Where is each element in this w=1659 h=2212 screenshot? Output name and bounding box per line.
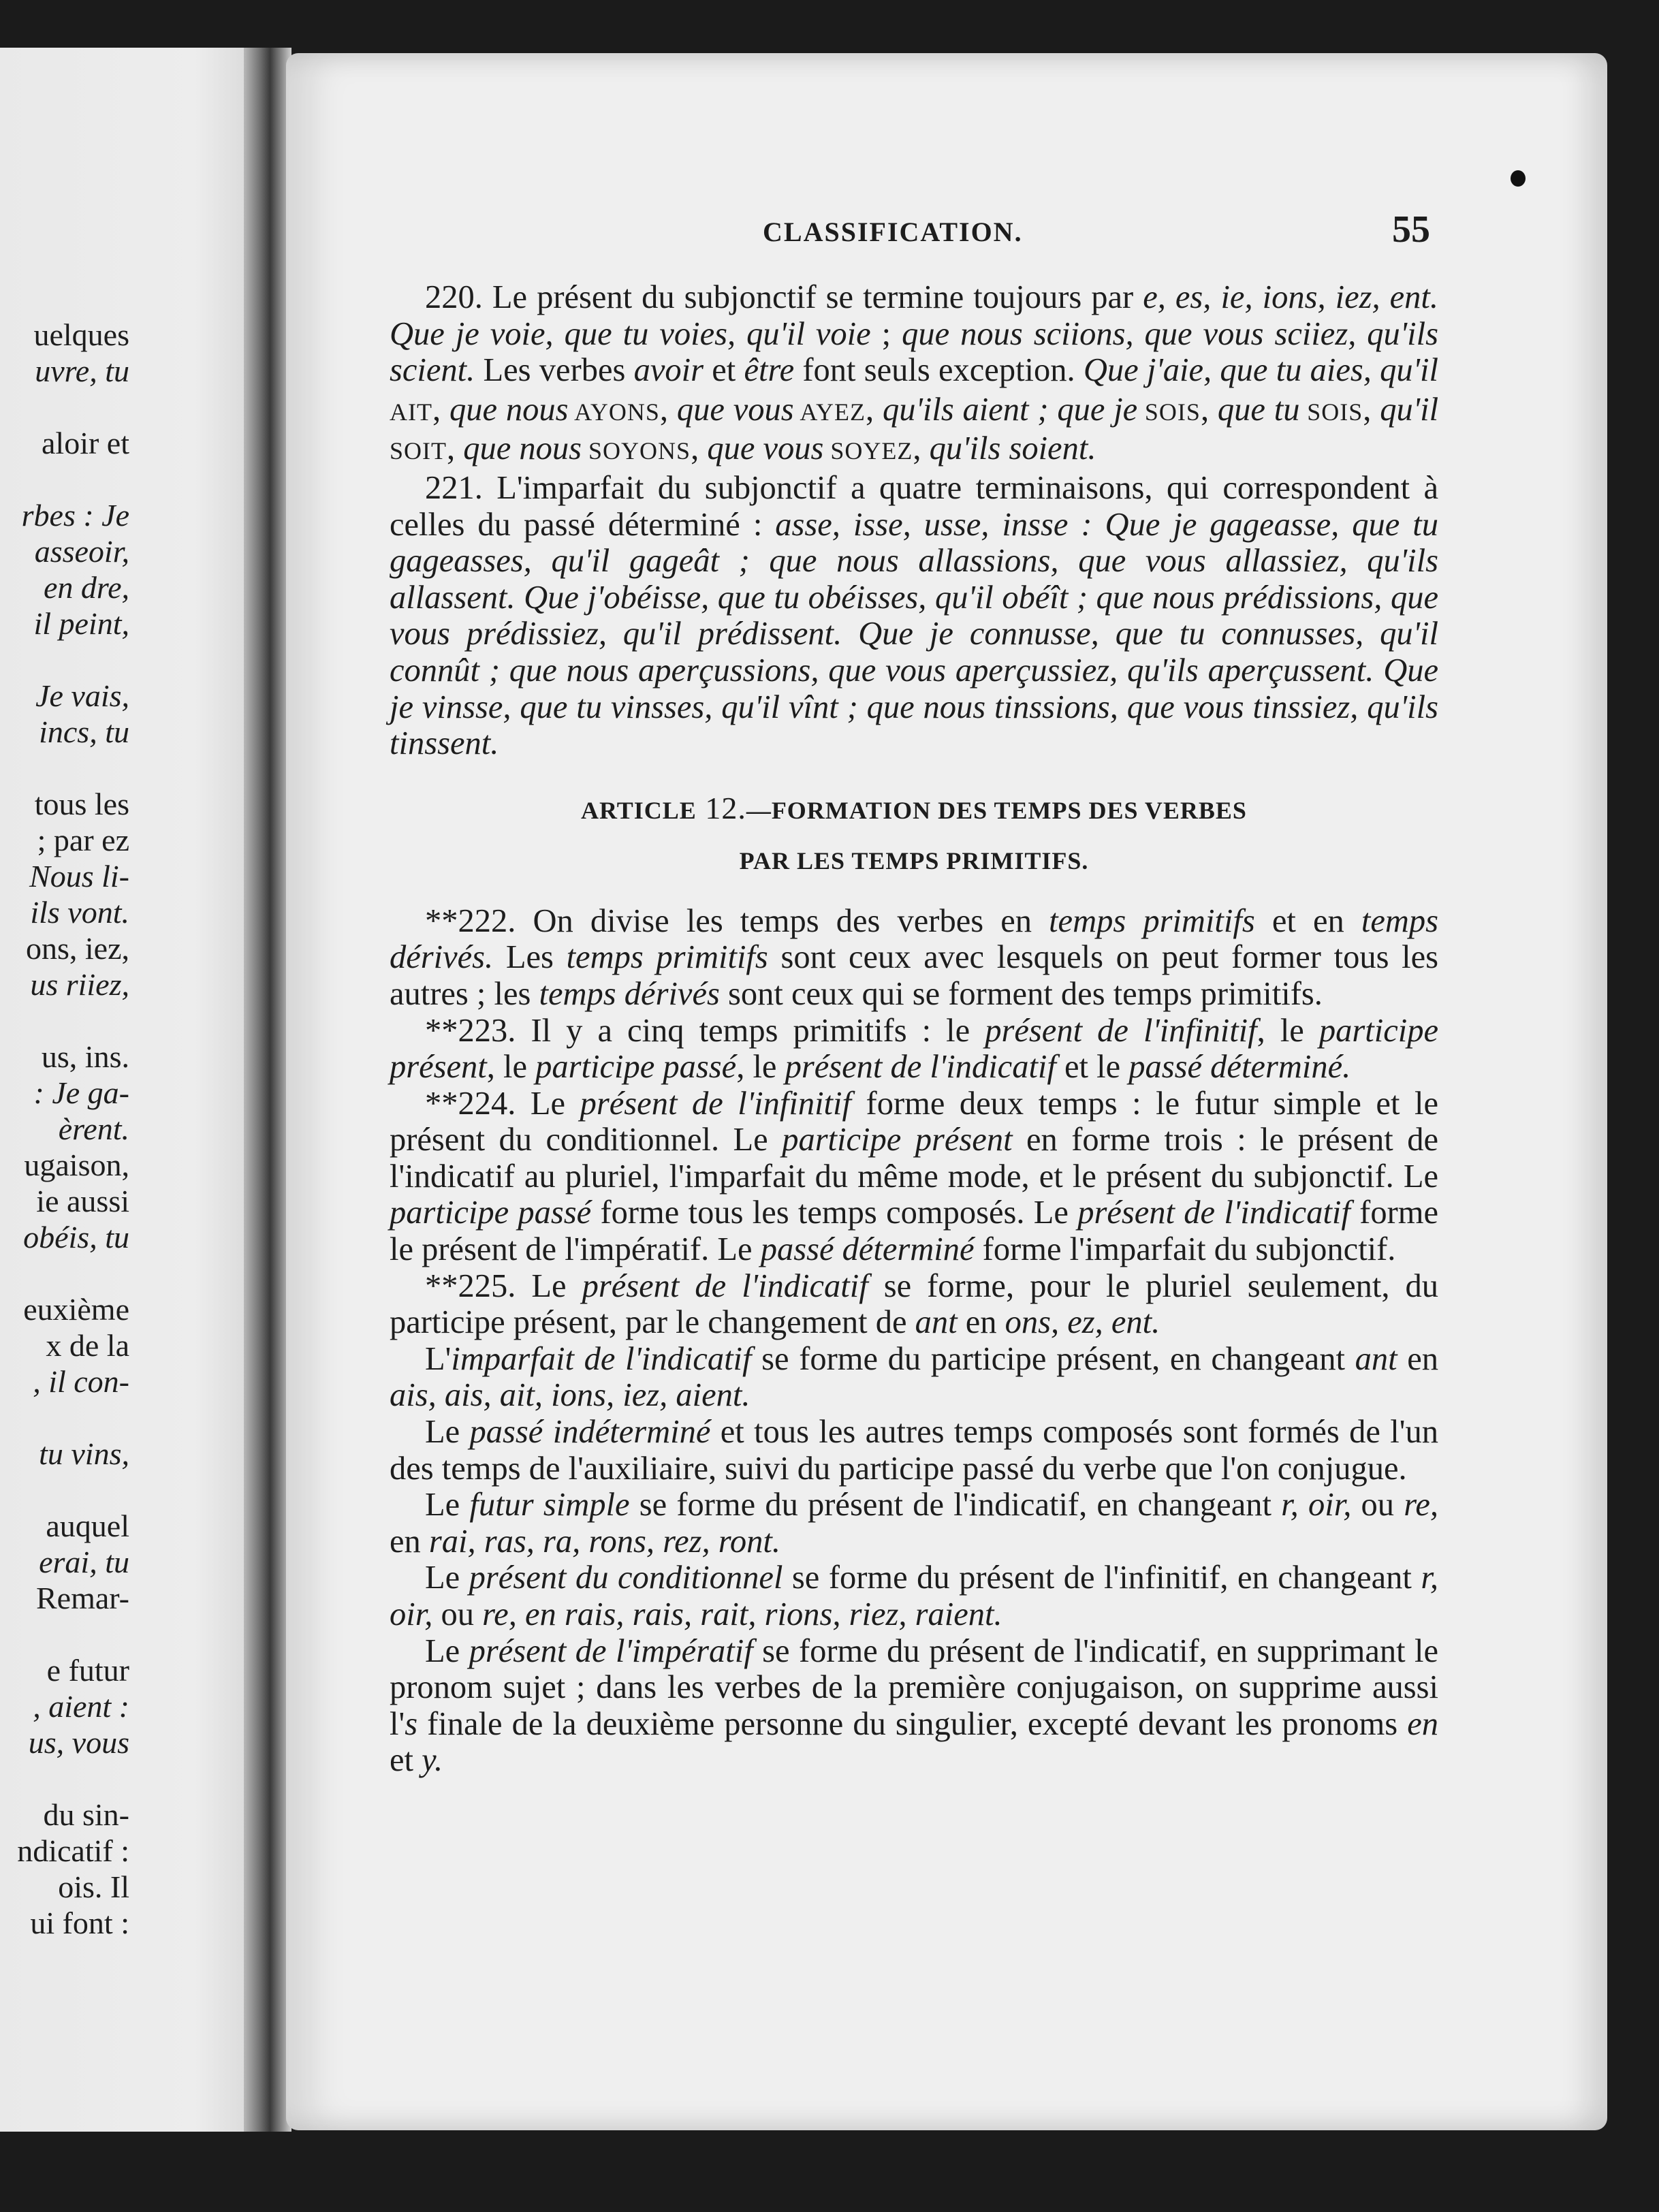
italic-run: passé déterminé. xyxy=(1128,1049,1351,1086)
italic-run: e, es, ie, ions, iez, ent. Que je voie, que tu voies, qu'il voie xyxy=(390,279,1438,352)
italic-run: que vous xyxy=(707,430,824,467)
italic-run: que nous xyxy=(463,430,582,467)
previous-page-line: us, vous xyxy=(28,1725,129,1760)
small-caps-run: AIT xyxy=(390,398,432,426)
text-run: , xyxy=(691,430,708,467)
paragraph-number: **223. xyxy=(425,1012,516,1049)
previous-page-line: incs, tu xyxy=(39,714,129,749)
previous-page-line: tu vins, xyxy=(39,1436,129,1471)
article-title xyxy=(390,788,1438,831)
previous-page-line: asseoir, xyxy=(34,534,129,569)
previous-page-line: ugaison, xyxy=(24,1148,129,1182)
paragraph-number: **222. xyxy=(425,902,516,939)
italic-run: rai, ras, ra, rons, rez, ront. xyxy=(428,1523,780,1560)
italic-run: qu'ils aient ; que je xyxy=(883,391,1138,428)
italic-run: temps dérivés. xyxy=(390,902,1438,976)
text-run: finale de la deuxième personne du singulier, excepté devant les pronoms xyxy=(417,1705,1408,1742)
text-run: Le xyxy=(425,1560,469,1596)
italic-run: que nous sciions, que vous sciiez, qu'ils scient. xyxy=(390,315,1438,389)
previous-page-line: ndicatif : xyxy=(17,1833,129,1868)
previous-page-line xyxy=(0,1616,129,1652)
italic-run: avoir xyxy=(633,352,704,389)
text-run: Le xyxy=(425,1414,470,1451)
text-run: Le xyxy=(516,1085,580,1122)
previous-page xyxy=(0,48,279,2132)
text-run: , xyxy=(1363,391,1380,428)
previous-page-line: ui font : xyxy=(30,1906,129,1940)
small-caps-run: SOYEZ xyxy=(823,437,913,465)
text-run: Le xyxy=(425,1487,470,1523)
text-run: et en xyxy=(1254,902,1361,939)
previous-page-line: x de la xyxy=(46,1328,129,1363)
page-body xyxy=(390,279,1438,1779)
previous-page-line: : Je ga- xyxy=(33,1075,129,1110)
text-run: se forme, pour le pluriel seulement, du participe présent, par le changement de xyxy=(390,1267,1438,1341)
previous-page-line: en dre, xyxy=(43,570,129,605)
italic-run: s xyxy=(405,1705,418,1742)
text-run: , le xyxy=(736,1049,785,1086)
text-run: Les xyxy=(493,939,567,976)
text-run: Les verbes xyxy=(475,352,634,389)
italic-run: ais, ais, ait, ions, iez, aient. xyxy=(390,1377,750,1414)
previous-page-line: us riiez, xyxy=(30,967,129,1002)
previous-page-line xyxy=(0,1002,129,1039)
text-run: et le xyxy=(1056,1049,1129,1086)
ink-dot xyxy=(1511,170,1526,187)
text-run: forme l'imparfait du subjonctif. xyxy=(974,1231,1396,1268)
text-run: , xyxy=(1200,391,1218,428)
paragraph-imparfait xyxy=(390,1341,1438,1414)
text-run: et xyxy=(704,352,744,389)
italic-run: présent de l'infinitif xyxy=(580,1085,851,1122)
previous-page-line: e futur xyxy=(46,1653,129,1688)
previous-page-line: auquel xyxy=(46,1508,129,1543)
text-run: forme tous les temps composés. Le xyxy=(591,1195,1078,1231)
text-run: Le xyxy=(425,1632,469,1669)
text-run: forme le présent de l'impératif. Le xyxy=(390,1195,1438,1268)
previous-page-line xyxy=(0,461,129,497)
previous-page-line: euxième xyxy=(23,1292,129,1327)
previous-page-line: tous les xyxy=(34,787,129,821)
italic-run: que nous xyxy=(449,391,569,428)
small-caps-run: AYONS xyxy=(568,398,660,426)
paragraph-220 xyxy=(390,279,1438,470)
previous-page-line: ils vont. xyxy=(30,895,129,930)
previous-page-line: ons, iez, xyxy=(25,931,129,966)
small-caps-run: SOIS xyxy=(1299,398,1363,426)
italic-run: futur simple xyxy=(469,1487,630,1523)
italic-run: ons, ez, ent. xyxy=(1005,1304,1160,1341)
previous-page-line xyxy=(0,1472,129,1508)
paragraph-number: 221. xyxy=(425,469,483,506)
previous-page-line: rbes : Je xyxy=(21,498,129,533)
italic-run: re, en rais, rais, rait, rions, riez, raient. xyxy=(482,1596,1002,1632)
text-run: forme deux temps : le futur simple et le présent du conditionnel. Le xyxy=(390,1085,1438,1158)
previous-page-line: obéis, tu xyxy=(23,1220,129,1254)
text-run: Le xyxy=(516,1267,582,1304)
article-label: ARTICLE xyxy=(581,796,697,824)
italic-run: que vous xyxy=(676,391,794,428)
text-run: font seuls exception. xyxy=(794,352,1084,389)
text-run: L'imparfait du subjonctif a quatre terminaisons, qui correspondent à celles du passé déterminé : xyxy=(390,469,1438,543)
text-run: ou xyxy=(1351,1487,1404,1523)
previous-page-line: ois. Il xyxy=(58,1869,129,1904)
text-run: L' xyxy=(425,1340,452,1377)
text-run: , xyxy=(447,430,464,467)
italic-run: présent de l'indicatif xyxy=(1077,1195,1350,1231)
previous-page-line xyxy=(0,750,129,786)
previous-page-line: du sin- xyxy=(43,1797,129,1832)
paragraph-number: 220. xyxy=(425,279,483,315)
page-header xyxy=(763,208,1430,262)
paragraph-222 xyxy=(390,903,1438,1013)
text-run: et tous les autres temps composés sont formés de l'un des temps de l'auxiliaire, suivi du participe passé du verbe que l'on conjugue. xyxy=(390,1414,1438,1487)
italic-run: présent de l'impératif xyxy=(469,1632,753,1669)
italic-run: ant xyxy=(915,1304,958,1341)
text-run: Le présent du subjonctif se termine toujours par xyxy=(482,279,1143,315)
italic-run: re, xyxy=(1404,1487,1438,1523)
text-run: en xyxy=(390,1523,429,1560)
running-title: CLASSIFICATION. xyxy=(763,217,1023,247)
text-run: , xyxy=(659,391,677,428)
text-run: et xyxy=(390,1742,422,1779)
previous-page-line xyxy=(0,389,129,425)
paragraph-passe-indetermine xyxy=(390,1414,1438,1487)
text-run: en xyxy=(957,1304,1005,1341)
paragraph-225 xyxy=(390,1268,1438,1341)
paragraph-224 xyxy=(390,1086,1438,1268)
italic-run: qu'il xyxy=(1380,391,1439,428)
paragraph-conditionnel xyxy=(390,1560,1438,1632)
small-caps-run: AYEZ xyxy=(793,398,866,426)
italic-run: temps dérivés xyxy=(539,975,720,1012)
paragraph-221 xyxy=(390,470,1438,762)
previous-page-line xyxy=(0,1400,129,1436)
text-run: se forme du présent de l'indicatif, en supprimant le pronom sujet ; dans les verbes de la première conjugaison, on supprime aussi l' xyxy=(390,1632,1439,1742)
italic-run: participe présent xyxy=(390,1012,1438,1086)
previous-page-line: erai, tu xyxy=(39,1545,129,1579)
text-run: se forme du présent de l'indicatif, en changeant xyxy=(629,1487,1282,1523)
text-run: en forme trois : le présent de l'indicatif au pluriel, l'imparfait du même mode, et le présent du subjonctif. Le xyxy=(390,1122,1438,1195)
previous-page-line xyxy=(0,642,129,678)
text-run: sont ceux avec lesquels on peut former tous les autres ; les xyxy=(390,939,1438,1012)
italic-run: que tu xyxy=(1217,391,1300,428)
previous-page-line: ; par ez xyxy=(37,823,129,857)
small-caps-run: SOIS xyxy=(1137,398,1201,426)
text-run: On divise les temps des verbes en xyxy=(516,902,1049,939)
italic-run: temps primitifs xyxy=(1049,902,1255,939)
previous-page-line: aloir et xyxy=(42,426,129,460)
text-run: se forme du participe présent, en changeant xyxy=(751,1340,1355,1377)
previous-page-line: Je vais, xyxy=(35,678,129,713)
italic-run: Que j'aie, que tu aies, qu'il xyxy=(1083,352,1438,389)
italic-run: être xyxy=(744,352,795,389)
paragraph-imperatif xyxy=(390,1633,1438,1779)
italic-run: présent de l'infinitif xyxy=(985,1012,1257,1049)
text-run: , xyxy=(432,391,449,428)
previous-page-line: Nous li- xyxy=(29,859,129,894)
paragraph-223 xyxy=(390,1013,1438,1086)
previous-page-text xyxy=(0,317,129,1941)
previous-page-line: Remar- xyxy=(35,1581,129,1615)
italic-run: en xyxy=(1407,1705,1438,1742)
paragraph-number: **224. xyxy=(425,1085,516,1122)
italic-run: asse, isse, usse, insse : Que je gageasse, que tu gageasses, qu'il gageât ; que nous allassions, que vous allassiez, qu'ils allassent. Que j'obéisse, que tu obéisses, qu'il obéît ; que nous prédissions, que vous prédissiez, qu'il prédissent. Que je connusse, que tu connusses, qu'il connût ; que nous aperçussions, que vous aperçussiez, qu'ils aperçussent. Que je vinsse, que tu vinsses, qu'il vînt ; que nous tinssions, que vous tinssiez, qu'ils tinssent. xyxy=(390,506,1438,762)
italic-run: présent du conditionnel xyxy=(469,1560,783,1596)
page-number: 55 xyxy=(1392,208,1430,251)
italic-run: imparfait de l'indicatif xyxy=(451,1340,752,1377)
italic-run: participe présent xyxy=(782,1122,1013,1158)
italic-run: passé indéterminé xyxy=(469,1414,711,1451)
text-run: Il y a cinq temps primitifs : le xyxy=(516,1012,985,1049)
previous-page-line xyxy=(0,1255,129,1291)
text-run: , le xyxy=(1257,1012,1319,1049)
italic-run: qu'ils soient. xyxy=(929,430,1096,467)
italic-run: ant xyxy=(1355,1340,1397,1377)
italic-run: présent de l'indicatif xyxy=(785,1049,1056,1086)
previous-page-line: us, ins. xyxy=(41,1039,129,1074)
article-number: 12. xyxy=(696,790,746,825)
previous-page-line xyxy=(0,1760,129,1797)
italic-run: r, oir, xyxy=(390,1560,1439,1632)
text-run: en xyxy=(1397,1340,1438,1377)
previous-page-line: , il con- xyxy=(33,1364,129,1399)
text-run: se forme du présent de l'infinitif, en changeant xyxy=(783,1560,1421,1596)
paragraph-number: **225. xyxy=(425,1267,516,1304)
text-run: sont ceux qui se forment des temps primitifs. xyxy=(719,975,1323,1012)
text-run: , le xyxy=(486,1049,536,1086)
book-binding xyxy=(244,48,291,2132)
previous-page-line: uvre, tu xyxy=(35,353,129,388)
text-run: , xyxy=(866,391,883,428)
italic-run: r, oir, xyxy=(1281,1487,1352,1523)
previous-page-line: il peint, xyxy=(33,606,129,641)
previous-page-line: èrent. xyxy=(58,1111,129,1146)
previous-page-line: , aient : xyxy=(33,1689,129,1724)
italic-run: temps primitifs xyxy=(566,939,768,976)
text-run: ou xyxy=(432,1596,483,1632)
italic-run: participe passé xyxy=(390,1195,592,1231)
paragraph-futur-simple xyxy=(390,1487,1438,1560)
text-run: ; xyxy=(870,315,902,352)
small-caps-run: SOYONS xyxy=(582,437,691,465)
italic-run: y. xyxy=(422,1742,443,1779)
italic-run: participe passé xyxy=(535,1049,737,1086)
article-subtitle: PAR LES TEMPS PRIMITIFS. xyxy=(739,847,1089,874)
previous-page-line: uelques xyxy=(33,317,129,352)
small-caps-run: SOIT xyxy=(390,437,447,465)
italic-run: passé déterminé xyxy=(760,1231,975,1268)
article-heading: —FORMATION DES TEMPS DES VERBES xyxy=(746,796,1247,824)
italic-run: présent de l'indicatif xyxy=(582,1267,868,1304)
text-run: , xyxy=(913,430,930,467)
previous-page-line: ie aussi xyxy=(36,1184,129,1218)
